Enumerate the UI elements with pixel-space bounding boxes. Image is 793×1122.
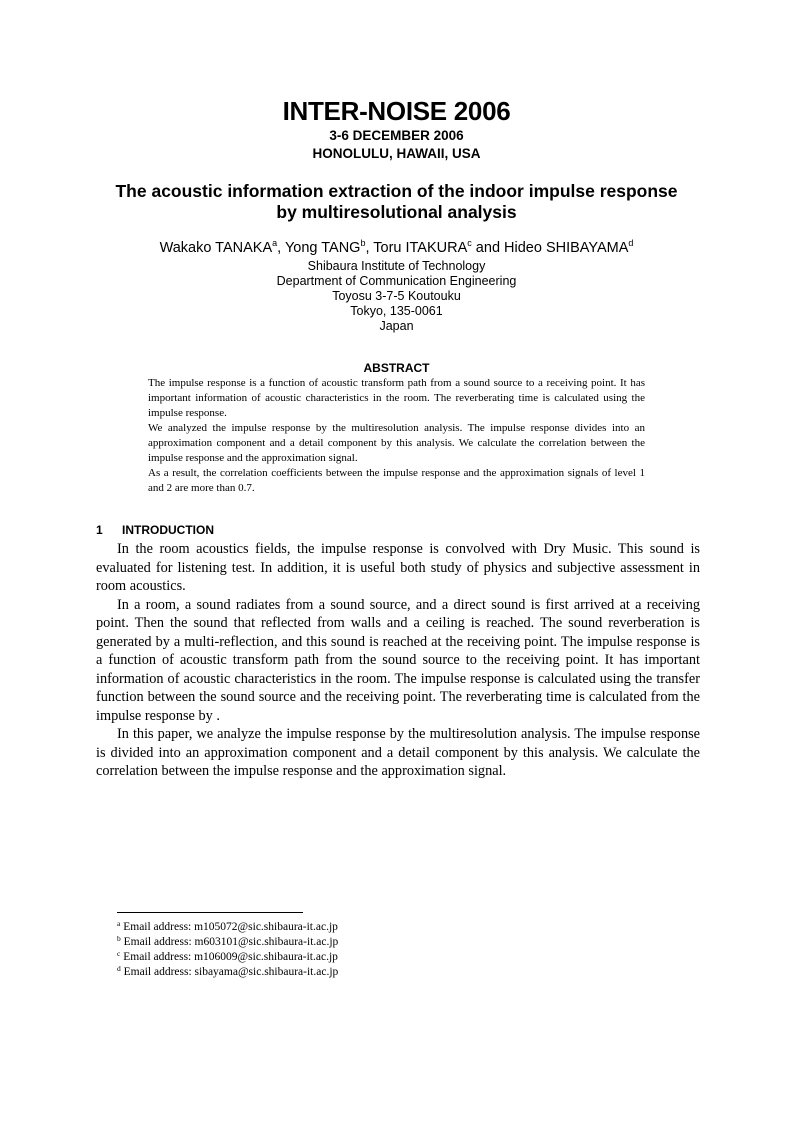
author-name: Yong TANG [284, 240, 361, 256]
conference-dates: 3-6 DECEMBER 2006 [329, 128, 464, 143]
author-name: Wakako TANAKA [159, 240, 273, 256]
abstract-body [148, 376, 645, 496]
footnote [117, 935, 517, 950]
footnotes [117, 920, 517, 980]
conference-location: HONOLULU, HAWAII, USA [312, 146, 481, 161]
affiliation-street: Toyosu 3-7-5 Koutouku [332, 289, 461, 303]
footnote-mark: b [117, 934, 121, 943]
affiliation-city: Tokyo, 135-0061 [350, 304, 443, 318]
author-name: Hideo SHIBAYAMA [504, 240, 629, 256]
conference-title: INTER-NOISE 2006 [282, 96, 511, 126]
author-separator: , [277, 240, 285, 256]
footnote-text: Email address: m106009@sic.shibaura-it.ac.jp [123, 951, 338, 963]
footnote-text: Email address: m603101@sic.shibaura-it.ac.jp [123, 936, 339, 948]
footnote [117, 950, 517, 965]
abstract-paragraph: As a result, the correlation coefficients between the impulse response and the approximation signals of level 1 and 2 are more than 0.7. [148, 467, 645, 494]
author-mark: d [628, 238, 634, 248]
footnote-text: Email address: sibayama@sic.shibaura-it.ac.jp [123, 966, 339, 978]
affiliation-department: Department of Communication Engineering [276, 274, 517, 288]
section-title: INTRODUCTION [122, 523, 214, 537]
body-paragraph: In a room, a sound radiates from a sound source, and a direct sound is first arrived at a receiving point. Then the sound that reflected from walls and a ceiling is reached. The sound reverberation is generated by a multi-reflection, and this sound is reached at the receiving point. The impulse response is a function of acoustic transform path from the sound source to the receiving point. It has important information of acoustic characteristics in the room. The impulse response is calculated using the transfer function between the sound source and the receiving point. The reverberating time is calculated from the impulse response by . [96, 596, 700, 724]
author-mark: a [272, 238, 278, 248]
footnote-mark: d [117, 964, 121, 973]
affiliation-institution: Shibaura Institute of Technology [307, 259, 486, 273]
author-list [0, 240, 793, 256]
body-paragraph: In the room acoustics fields, the impulse response is convolved with Dry Music. This sound is evaluated for listening test. In addition, it is useful both study of physics and subjective assessment in room acoustics. [96, 541, 700, 594]
footnote-text: Email address: m105072@sic.shibaura-it.ac.jp [123, 921, 338, 933]
paper-title [0, 181, 793, 223]
abstract-paragraph: The impulse response is a function of acoustic transform path from a sound source to a receiving point. It has important information of acoustic characteristics in the room. The reverberating time is calculated using the impulse response. [148, 377, 645, 419]
paper-title-line-1: The acoustic information extraction of the indoor impulse response [115, 181, 678, 201]
author-mark: c [467, 238, 472, 248]
author-mark: b [360, 238, 366, 248]
paper-title-line-2: by multiresolutional analysis [276, 202, 517, 222]
footnote-mark: c [117, 949, 121, 958]
footnote [117, 965, 517, 980]
footnote [117, 920, 517, 935]
author-separator: , [365, 240, 374, 256]
section-heading-introduction [96, 523, 214, 537]
abstract-heading: ABSTRACT [363, 361, 430, 375]
abstract-paragraph: We analyzed the impulse response by the multiresolution analysis. The impulse response divides into an approximation component and a detail component by this analysis. We calculate the correlation between the impulse response and the approximation signal. [148, 422, 645, 464]
introduction-body [96, 540, 700, 781]
author-name: Toru ITAKURA [373, 240, 468, 256]
affiliation-country: Japan [379, 319, 414, 333]
author-separator: and [471, 240, 505, 256]
footnote-mark: a [117, 919, 121, 928]
section-number: 1 [96, 523, 103, 537]
body-paragraph: In this paper, we analyze the impulse response by the multiresolution analysis. The impulse response is divided into an approximation component and a detail component by this analysis. We calculate the correlation between the impulse response and the approximation signal. [96, 726, 700, 779]
footnote-divider [117, 912, 303, 913]
